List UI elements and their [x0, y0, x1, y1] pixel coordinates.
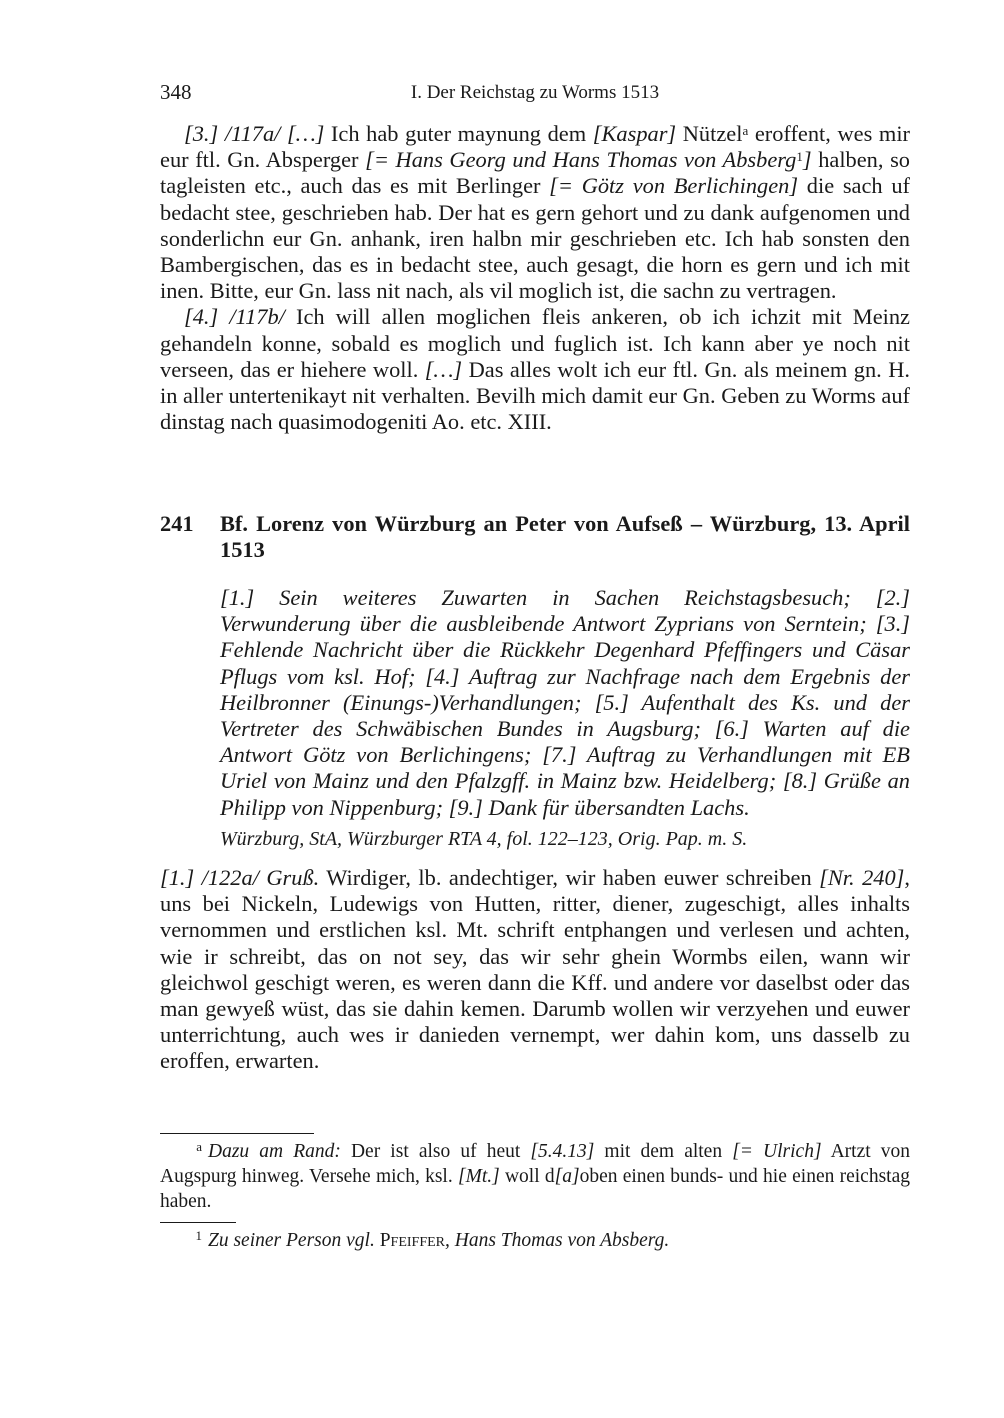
text-span: eroffent, wes mir eur ftl. Gn. Absperger [160, 121, 910, 173]
text-span: Artzt von Augspurg hinweg. Versehe mich, ksl. [160, 1141, 911, 1187]
editorial-insertion: [= Hans Georg und Hans Thomas von Absberg [365, 147, 797, 173]
text-span: [= Ulrich] [732, 1141, 822, 1162]
text-span: woll d [499, 1166, 555, 1187]
editorial-bracket: ] [802, 147, 812, 173]
document-regest: [1.] Sein weiteres Zuwarten in Sachen Reichstagsbesuch; [2.] Verwunderung über die ausbleibende Antwort Zyprians von Serntein; [3.] Fehlende Nachricht über die Rückkehr Degenhard Pfeffingers und Cäsar Pflugs vom ksl. Hof; [4.] Auftrag zur Nachfrage nach dem Ergebnis der Heilbronner (Einungs-)Verhandlungen; [5.] Aufenthalt des Ks. und der Vertreter des Schwäbischen Bundes in Augsburg; [6.] Warten auf die Antwort Götz von Berlichingens; [7.] Auftrag zu Verhandlungen mit EB Uriel von Mainz und den Pfalzgff. in Mainz bzw. Heidelberg; [8.] Grüße an Philipp von Nippenburg; [9.] Dank für übersandten Lachs. [220, 585, 910, 820]
text-span: [Mt.] [457, 1166, 500, 1187]
footnote-marker [160, 1228, 208, 1253]
document-heading [160, 511, 910, 563]
paragraph-1 [160, 865, 910, 1075]
section-marker: [3.] /117a/ […] [184, 121, 325, 146]
footnote-ref-1: 1 [796, 149, 803, 165]
text-span: Dazu am Rand: [208, 1141, 341, 1162]
running-header [160, 80, 910, 108]
editorial-insertion: [= Götz von Berlichingen] [549, 173, 799, 199]
page-number: 348 [160, 80, 192, 104]
paragraph-3 [160, 121, 910, 304]
document-title: Bf. Lorenz von Würzburg an Peter von Aufseß – Würzburg, 13. April 1513 [220, 511, 910, 563]
paragraph-4 [160, 304, 910, 435]
text-span: Das alles wolt ich eur ftl. Gn. als meinem gn. H. in aller untertenikayt nit verhalten. Bevilh mich damit eur Gn. Geben zu Worms auf dinstag nach quasimodogeniti Ao. etc. XIII. [160, 356, 910, 435]
section-marker: [1.] /122a/ Gruß. [160, 865, 320, 890]
footnote-marker-a: a [196, 1139, 202, 1154]
footnote-marker [160, 1139, 208, 1164]
text-span: Nützel [676, 121, 743, 146]
letter-body [160, 865, 910, 1075]
text-span: Ich hab guter maynung dem [324, 121, 593, 146]
footnote-rule [160, 1133, 314, 1134]
document-number: 241 [160, 511, 194, 536]
footnote-rule [160, 1222, 236, 1223]
text-span: Zu seiner Person vgl. [208, 1230, 375, 1251]
running-title: I. Der Reichstag zu Worms 1513 [410, 82, 660, 103]
text-span: halben, so tagleisten etc., auch das es mit Berlinger [160, 147, 910, 199]
text-span: , Hans Thomas von Absberg. [445, 1230, 670, 1251]
text-span: Ich will allen moglichen fleis ankeren, ob ich ichzit mit Meinz gehandeln konne, sobald es moglich und fuglich ist. Ich kann aber ye noch nit verseen, das er hiehere woll. [160, 304, 910, 382]
text-span: [a] [554, 1166, 580, 1187]
document-source: Würzburg, StA, Würzburger RTA 4, fol. 122–123, Orig. Pap. m. S. [220, 828, 748, 850]
footnote-a [160, 1139, 910, 1214]
section-marker: [4.] /117b/ [184, 304, 285, 330]
text-span: die sach uf bedacht stee, geschrieben hab. Der hat es gern gehort und zu dank aufgenomen und sonderlichn eur Gn. anhank, iren halbn mir geschrieben etc. Ich hab sonsten den Bambergischen, das es in bedacht stee, auch gesagt, die horn es gern und ich mit inen. Bitte, eur Gn. lass nit nach, als vil moglich ist, die sachn zu vertragen. [160, 173, 910, 304]
footnote-ref-a: a [742, 123, 749, 138]
footnote-marker-1: 1 [195, 1228, 202, 1243]
text-span: Wirdiger, lb. andechtiger, wir haben euwer schreiben [319, 865, 820, 890]
text-span: mit dem alten [594, 1141, 733, 1162]
editorial-reference: [Nr. 240] [819, 865, 905, 890]
letter-continuation [160, 121, 910, 435]
editorial-omission: […] [424, 356, 463, 382]
text-span: [5.4.13] [530, 1141, 595, 1162]
footnote-1 [160, 1228, 910, 1253]
text-span: , uns bei Nickeln, Ludewigs von Hutten, ritter, diener, zugeschigt, alles inhalts vernommen und erstlichen ksl. Mt. schrift entphangen und verlesen und achten, wie ir schreibt, das on not sey, das wir sehr ghein Wormbs eilen, wann wir gleichwol geschigt weren, es weren dann die Kff. und andere vor daselbst oder das man gewyeß wüst, das sie dahin kemen. Darumb wollen wir verzyehen und euwer unterrichtung, auch wes ir danieden vernempt, wer dahin kom, uns dasselb zu eroffen, erwarten. [160, 865, 910, 1074]
text-span: oben einen bunds- und hie einen reichstag haben. [160, 1166, 910, 1212]
editorial-insertion: [Kaspar] [592, 121, 677, 146]
author-name: Pfeiffer [374, 1230, 446, 1251]
text-span: Der ist also uf heut [340, 1141, 531, 1162]
